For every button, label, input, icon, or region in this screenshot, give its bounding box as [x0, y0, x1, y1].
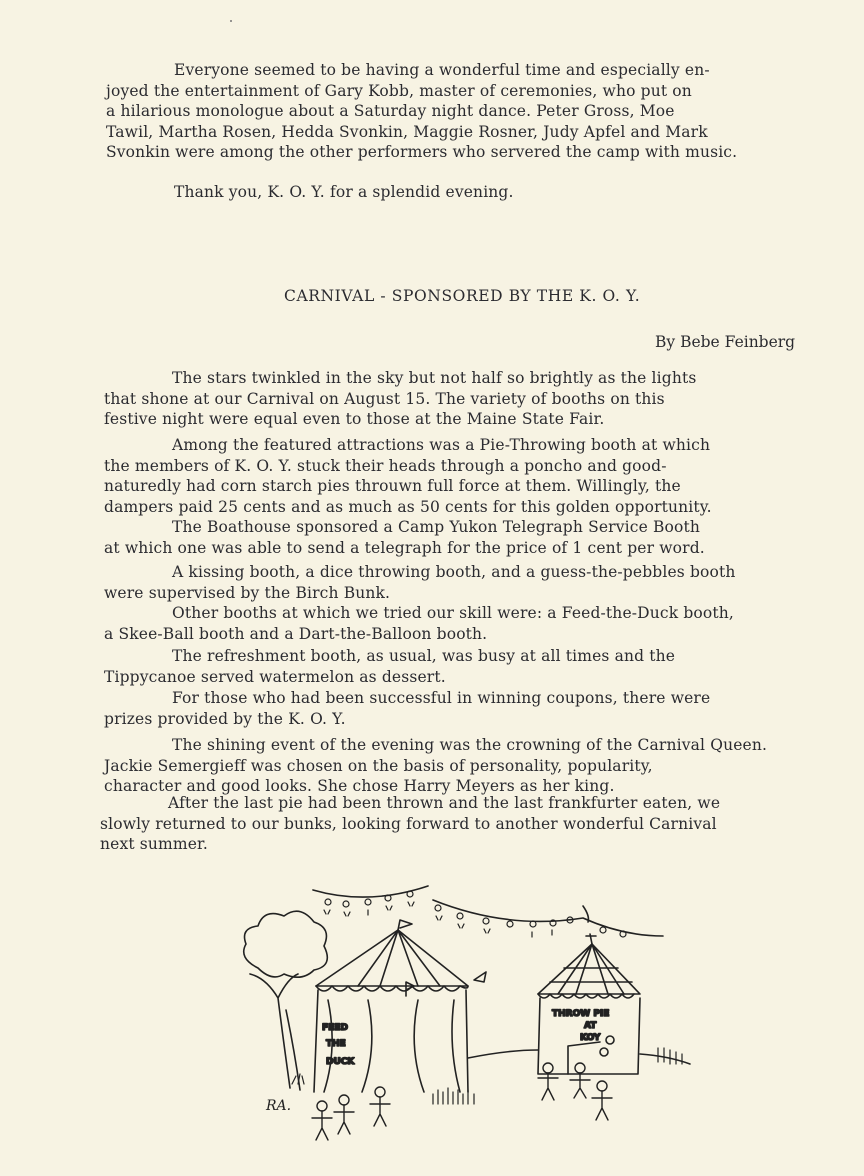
text-line: For those who had been successful in winning coupons, there were	[172, 689, 711, 707]
text-line: slowly returned to our bunks, looking forward to another wonderful Carnival	[100, 814, 717, 833]
body-paragraph-7	[104, 688, 710, 729]
text-line: After the last pie had been thrown and the last frankfurter eaten, we	[168, 794, 721, 812]
text-line: a hilarious monologue about a Saturday night dance. Peter Gross, Moe	[106, 102, 675, 120]
body-paragraph-1	[104, 368, 696, 430]
text-line: The refreshment booth, as usual, was busy at all times and the	[172, 647, 676, 665]
text-line: festive night were equal even to those at the Maine State Fair.	[104, 410, 605, 428]
text-line: The stars twinkled in the sky but not half so brightly as the lights	[172, 369, 697, 387]
text-line: A kissing booth, a dice throwing booth, and a guess-the-pebbles booth	[172, 563, 736, 581]
body-paragraph-4	[104, 562, 736, 603]
text-line: the members of K. O. Y. stuck their heads through a poncho and good-	[104, 456, 667, 475]
body-paragraph-5	[104, 603, 734, 644]
text-line: The Boathouse sponsored a Camp Yukon Telegraph Service Booth	[172, 518, 700, 536]
text-line: Among the featured attractions was a Pie-Throwing booth at which	[172, 436, 711, 454]
text-line: next summer.	[100, 835, 208, 853]
article-title: CARNIVAL - SPONSORED BY THE K. O. Y.	[284, 287, 641, 305]
body-paragraph-9	[100, 793, 720, 855]
text-line: Svonkin were among the other performers who servered the camp with music.	[106, 143, 738, 161]
text-line: dampers paid 25 cents and as much as 50 cents for this golden opportunity.	[104, 497, 712, 516]
bunting-string	[433, 900, 663, 936]
text-line: prizes provided by the K. O. Y.	[104, 709, 346, 728]
left-tent-sign-line: THE	[326, 1039, 346, 1049]
body-paragraph-6	[104, 646, 675, 687]
text-line: Thank you, K. O. Y. for a splendid evening.	[174, 183, 514, 201]
text-line: Tawil, Martha Rosen, Hedda Svonkin, Maggie Rosner, Judy Apfel and Mark	[106, 122, 708, 141]
text-line: at which one was able to send a telegraph for the price of 1 cent per word.	[104, 538, 705, 557]
right-tent-sign-line: KOY	[580, 1033, 601, 1043]
text-line: Other booths at which we tried our skill were: a Feed-the-Duck booth,	[172, 604, 734, 622]
text-line: naturedly had corn starch pies throuwn full force at them. Willingly, the	[104, 477, 681, 495]
article-byline: By Bebe Feinberg	[655, 333, 796, 351]
body-paragraph-2	[104, 435, 712, 517]
left-tent-sign-line: DUCK	[326, 1057, 355, 1067]
intro-paragraph-2	[106, 182, 514, 203]
left-tent-sign-line: FEED	[322, 1023, 348, 1033]
text-line: Everyone seemed to be having a wonderful time and especially en-	[174, 61, 710, 79]
text-line: that shone at our Carnival on August 15. The variety of booths on this	[104, 389, 665, 408]
text-line: Tippycanoe served watermelon as dessert.	[104, 667, 446, 686]
body-paragraph-3	[104, 517, 705, 558]
right-tent-sign-line: THROW PIE	[552, 1009, 610, 1019]
tree-canopy	[244, 911, 328, 977]
text-line: a Skee-Ball booth and a Dart-the-Balloon booth.	[104, 624, 488, 643]
text-line: character and good looks. She chose Harry Meyers as her king.	[104, 777, 615, 795]
text-line: Jackie Semergieff was chosen on the basis of personality, popularity,	[104, 756, 653, 775]
artist-signature: RA.	[266, 1098, 292, 1114]
page-speck	[230, 20, 232, 22]
body-paragraph-8	[104, 735, 767, 797]
carnival-illustration	[228, 878, 698, 1146]
right-tent-sign-line: AT	[584, 1021, 597, 1031]
text-line: joyed the entertainment of Gary Kobb, master of ceremonies, who put on	[106, 81, 692, 100]
text-line: were supervised by the Birch Bunk.	[104, 583, 391, 602]
intro-paragraph-1	[106, 60, 737, 163]
text-line: The shining event of the evening was the crowning of the Carnival Queen.	[172, 736, 768, 754]
